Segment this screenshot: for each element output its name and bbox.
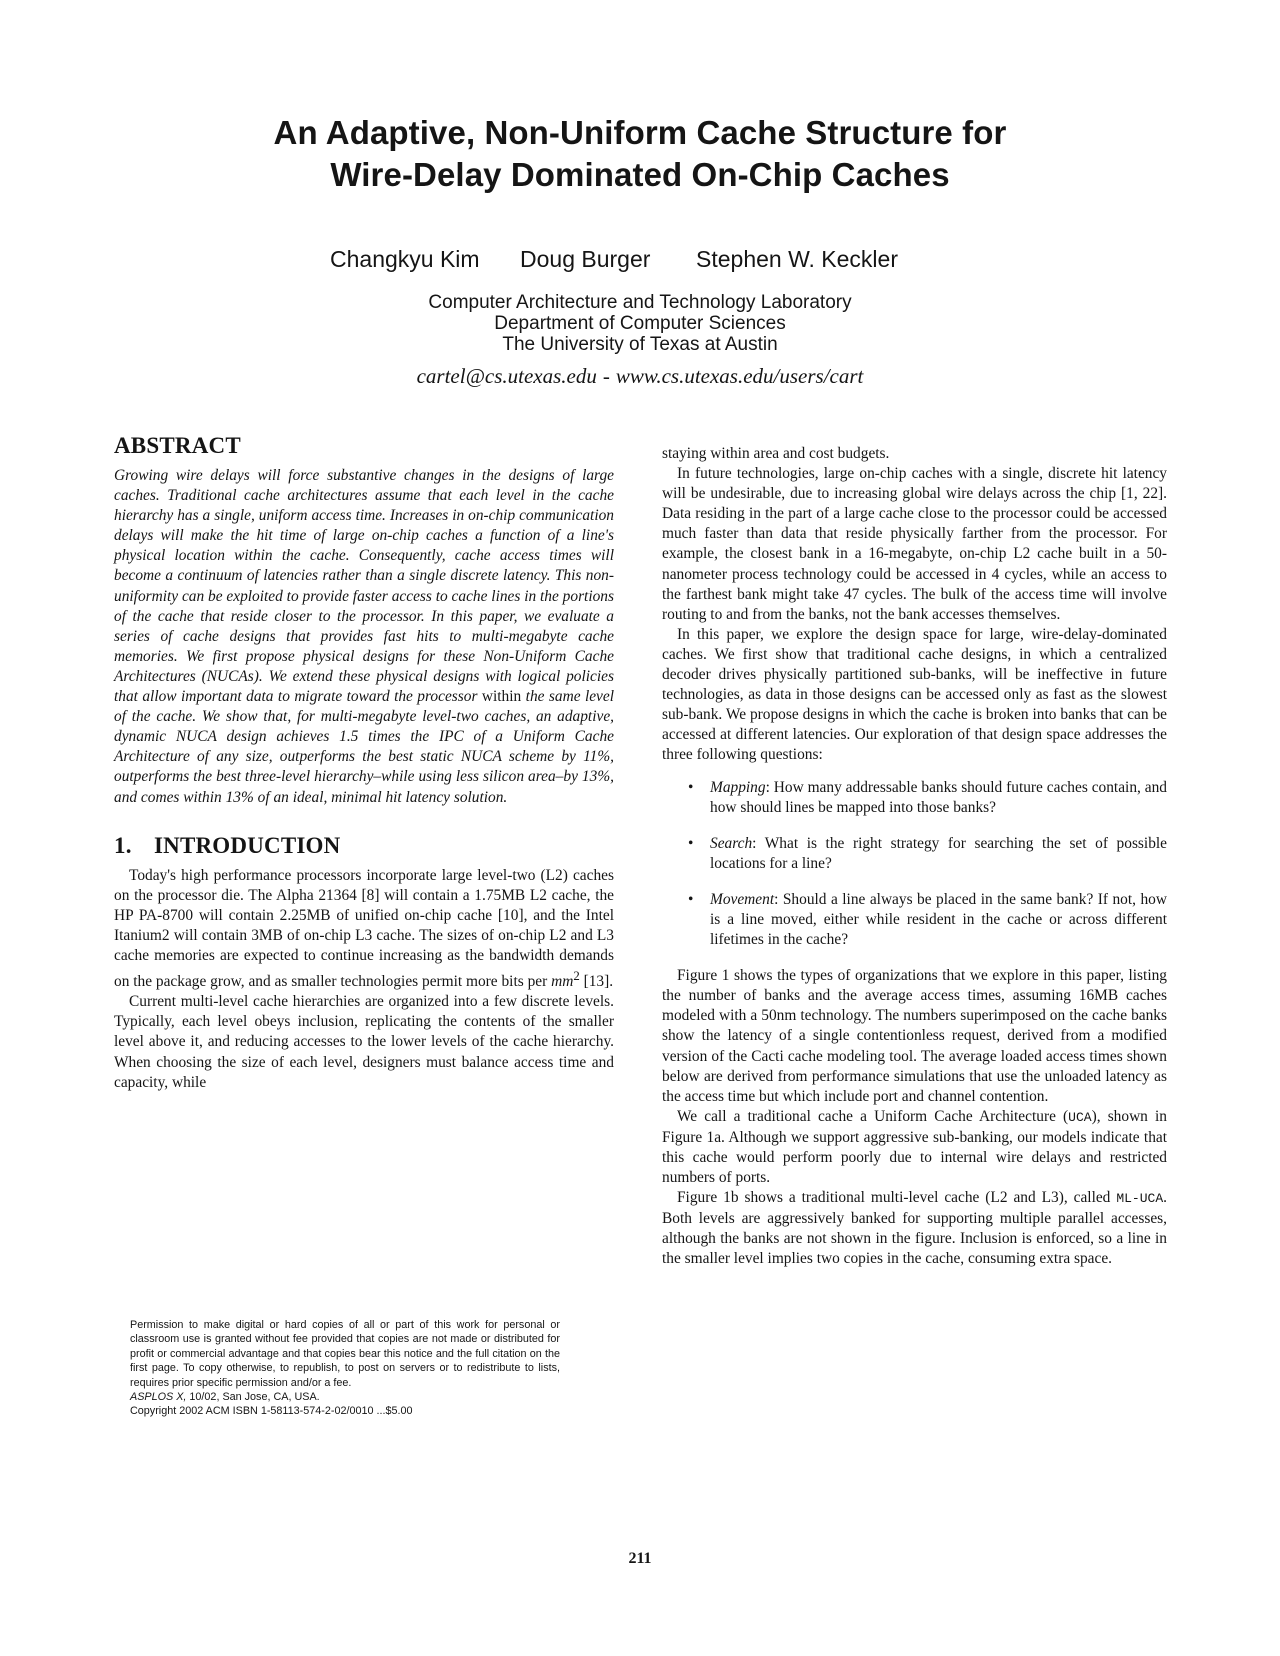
- copyright-notice: [130, 1318, 560, 1419]
- title-line-2: Wire-Delay Dominated On-Chip Caches: [330, 156, 950, 193]
- bullet-text-mapping: : How many addressable banks should future caches contain, and how should lines be mapped into those banks?: [710, 778, 1167, 816]
- affiliation-lab: Computer Architecture and Technology Laboratory: [428, 292, 852, 313]
- abstract-heading: ABSTRACT: [114, 433, 241, 458]
- intro-paragraph-2: Current multi-level cache hierarchies are organized into a few discrete levels. Typically, each level obeys inclusion, replicating the contents of the smaller level above it, and reducing accesses to the lower levels of the cache hierarchy. When choosing the size of each level, designers must balance access time and capacity, while: [114, 993, 614, 1091]
- right-p4-a: We call a traditional cache a Uniform Cache Architecture (: [677, 1107, 1069, 1125]
- intro-p1-text: Today's high performance processors incorporate large level-two (L2) caches on the processor die. The Alpha 21364 [8] will contain a 1.75MB L2 cache, the HP PA-8700 will contain 2.25MB of unified on-chip cache [10], and the Intel Itanium2 will contain 3MB of on-chip L3 cache. The sizes of on-chip L2 and L3 cache memories are expected to continue increasing as the bandwidth demands on the package grow, and as smaller technologies permit more bits per: [114, 866, 614, 991]
- question-list: [662, 778, 1167, 951]
- venue-name: ASPLOS X,: [130, 1391, 187, 1404]
- right-p5-b: . Both levels are aggressively banked for supporting multiple parallel accesses, although the banks are not shown in the figure. Inclusion is enforced, so a line in the smaller level implies two copies in the cache, consuming extra space.: [662, 1189, 1167, 1268]
- affiliation-univ: The University of Texas at Austin: [502, 334, 778, 355]
- right-column: [662, 444, 1167, 1270]
- title-line-1: An Adaptive, Non-Uniform Cache Structure for: [273, 114, 1007, 151]
- contact-line: [0, 364, 1280, 389]
- author-3: Stephen W. Keckler: [696, 246, 898, 272]
- right-p5-a: Figure 1b shows a traditional multi-level cache (L2 and L3), called: [677, 1189, 1111, 1207]
- bullet-text-movement: : Should a line always be placed in the same bank? If not, how is a line moved, either while resident in the cache or across different lifetimes in the cache?: [710, 890, 1167, 949]
- abstract-text-a: Growing wire delays will force substantive changes in the designs of large caches. Traditional cache architectures assume that each level in the cache hierarchy has a single, uniform access time. Increases in on-chip communication delays will make the hit time of large on-chip caches a function of a line's physical location within the cache. Consequently, cache access times will become a continuum of latencies rather than a single discrete latency. This non-uniformity can be exploited to provide faster access to cache lines in the portions of the cache that reside closer to the processor. In this paper, we evaluate a series of cache designs that provides fast hits to multi-megabyte cache memories. We first propose physical designs for these Non-Uniform Cache Architectures (NUCAs). We extend these physical designs with logical policies that allow important data to migrate toward the processor: [114, 467, 614, 706]
- page-number: 211: [628, 1550, 652, 1567]
- venue-line: [130, 1390, 560, 1404]
- list-item: [662, 890, 1167, 950]
- affiliation-dept: Department of Computer Sciences: [494, 313, 786, 334]
- right-paragraph-5: [662, 1188, 1167, 1269]
- right-p5-code: ML-UCA: [1116, 1191, 1164, 1207]
- abstract-text-b: the same level of the cache. We show that, for multi-megabyte level-two caches, an adaptive, dynamic NUCA design achieves 1.5 times the IPC of a Uniform Cache Architecture of any size, outperforms the best static NUCA scheme by 11%, outperforms the best three-level hierarchy–while using less silicon area–by 13%, and comes within 13% of an ideal, minimal hit latency solution.: [114, 688, 614, 806]
- affiliation: [0, 292, 1280, 355]
- right-paragraph-1: In future technologies, large on-chip caches with a single, discrete hit latency will be undesirable, due to increasing global wire delays across the chip [1, 22]. Data residing in the part of a large cache close to the processor could be accessed much faster than data that reside physically farther from the processor. For example, the closest bank in a 16-megabyte, on-chip L2 cache built in a 50-nanometer process technology could be accessed in 4 cycles, while an access to the farthest bank might take 47 cycles. The bulk of the access time will involve routing to and from the banks, not the bank accesses themselves.: [662, 465, 1167, 623]
- contact-email[interactable]: cartel@cs.utexas.edu: [416, 364, 597, 388]
- contact-separator: -: [602, 364, 610, 388]
- permission-text: Permission to make digital or hard copies of all or part of this work for personal or classroom use is granted without fee provided that copies are not made or distributed for profit or commercial advantage and that copies bear this notice and the full citation on the first page. To copy otherwise, to republish, to post on servers or to redistribute to lists, requires prior specific permission and/or a fee.: [130, 1319, 560, 1389]
- intro-p1-unit: mm: [551, 973, 574, 991]
- author-2: Doug Burger: [520, 246, 651, 272]
- bullet-term-mapping: Mapping: [710, 778, 766, 796]
- intro-number: 1.: [114, 832, 132, 858]
- intro-p1-sup: 2: [573, 969, 580, 984]
- right-p4-b: ), shown in Figure 1a. Although we support aggressive sub-banking, our models indicate that this cache would perform poorly due to internal wire delays and restricted numbers of ports.: [662, 1107, 1167, 1187]
- right-paragraph-3: Figure 1 shows the types of organizations that we explore in this paper, listing the number of banks and the average access times, assuming 16MB caches modeled with a 50nm technology. The numbers superimposed on the cache banks show the latency of a single contentionless request, derived from a modified version of the Cacti cache modeling tool. The average loaded access times shown below are derived from performance simulations that use the unloaded latency as the access time but which include port and channel contention.: [662, 967, 1167, 1105]
- right-p4-code: UCA: [1068, 1109, 1092, 1125]
- bullet-term-movement: Movement: [710, 890, 775, 908]
- intro-heading: [114, 832, 614, 860]
- abstract-text: [114, 466, 614, 808]
- intro-title: INTRODUCTION: [154, 832, 341, 858]
- intro-p1-end: [13].: [583, 973, 614, 991]
- contact-url[interactable]: www.cs.utexas.edu/users/cart: [615, 364, 864, 388]
- author-1: Changkyu Kim: [330, 246, 480, 272]
- right-paragraph-0: staying within area and cost budgets.: [662, 445, 890, 462]
- bullet-text-search: : What is the right strategy for searching the set of possible locations for a line?: [710, 834, 1167, 872]
- venue-details: 10/02, San Jose, CA, USA.: [189, 1391, 320, 1404]
- paper-title: [0, 112, 1280, 196]
- right-paragraph-4: [662, 1107, 1167, 1188]
- list-item: [662, 778, 1167, 818]
- copyright-line: Copyright 2002 ACM ISBN 1-58113-574-2-02/0010 ...$5.00: [130, 1405, 413, 1418]
- bullet-term-search: Search: [710, 834, 753, 852]
- left-column: [114, 432, 614, 1093]
- intro-paragraph-1: [114, 866, 614, 993]
- list-item: [662, 834, 1167, 874]
- abstract-text-upright: within: [481, 688, 522, 706]
- author-list: [330, 246, 950, 278]
- right-paragraph-2: In this paper, we explore the design space for large, wire-delay-dominated caches. We first show that traditional cache designs, in which a centralized decoder drives physically partitioned sub-banks, will be ineffective in future technologies, as data in those designs can be accessed only as fast as the slowest sub-bank. We propose designs in which the cache is broken into banks that can be accessed at different latencies. Our exploration of that design space addresses the three following questions:: [662, 625, 1167, 764]
